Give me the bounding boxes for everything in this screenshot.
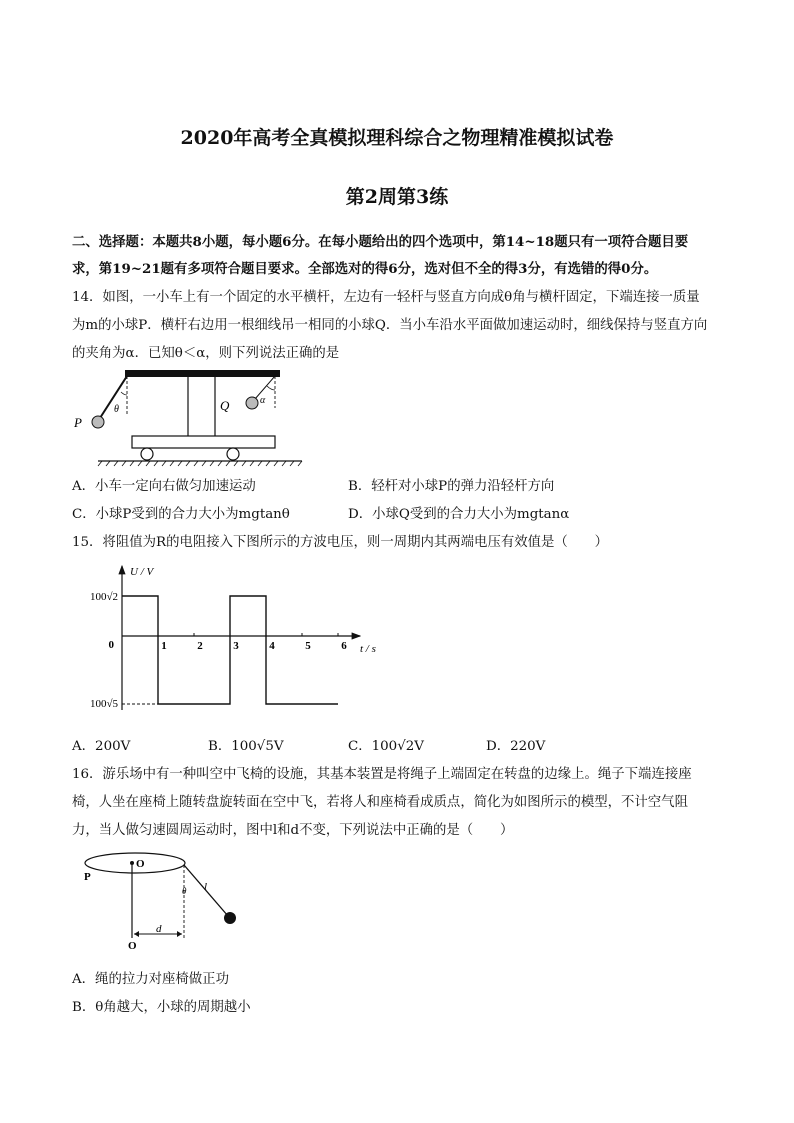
label-p: P (74, 415, 82, 430)
q14-stem-line3: 的夹角为α．已知θ＜α，则下列说法正确的是 (72, 346, 340, 361)
label-theta: θ (182, 886, 187, 896)
q15-option-d: D．220V (486, 739, 546, 754)
x-tick-label: 1 (161, 640, 167, 652)
q14-option-a: A．小车一定向右做匀加速运动 (72, 479, 256, 494)
label-theta: θ (114, 404, 119, 415)
cart-wheel (227, 448, 239, 460)
x-tick-label: 5 (305, 640, 311, 652)
label-q: Q (220, 398, 230, 413)
q15-option-c: C．100√2V (348, 739, 424, 754)
section-instructions-line2: 求，第19~21题有多项符合题目要求。全部选对的得6分，选对但不全的得3分，有选错的得0分。 (72, 261, 658, 277)
page-title: 2020年高考全真模拟理科综合之物理精准模拟试卷 (180, 127, 614, 149)
horizontal-bar (125, 370, 280, 377)
cart-wheel (141, 448, 153, 460)
x-tick-label: 6 (341, 640, 347, 652)
label-o-bottom: O (128, 940, 137, 950)
label-alpha: α (260, 395, 266, 406)
label-o-top: O (136, 858, 145, 870)
y-axis-label: U / V (130, 566, 154, 578)
label-l: l (204, 881, 208, 893)
q15-square-wave-chart (70, 560, 390, 720)
q15-stem: 15．将阻值为R的电阻接入下图所示的方波电压，则一周期内其两端电压有效值是（ ） (72, 535, 608, 550)
label-p: P (84, 871, 91, 883)
ball-q (246, 397, 258, 409)
q14-option-d: D．小球Q受到的合力大小为mgtanα (348, 507, 570, 522)
q16-stem-line1: 16．游乐场中有一种叫空中飞椅的设施，其基本装置是将绳子上端固定在转盘的边缘上。绳子下端连接座 (72, 767, 692, 782)
x-tick-label: 2 (197, 640, 203, 652)
cart-body (132, 436, 275, 448)
label-d: d (156, 923, 162, 935)
x-tick-label: 4 (269, 640, 275, 652)
x-tick-label: 3 (233, 640, 239, 652)
turntable-ellipse (85, 853, 185, 873)
x-axis-label: t / s (360, 643, 376, 655)
q15-option-b: B．100√5V (208, 739, 284, 754)
section-instructions-line1: 二、选择题：本题共8小题，每小题6分。在每小题给出的四个选项中，第14~18题只有一项符合题目要 (72, 234, 689, 250)
q16-option-b: B．θ角越大，小球的周期越小 (72, 1000, 251, 1015)
q16-stem-line2: 椅，人坐在座椅上随转盘旋转面在空中飞，若将人和座椅看成质点，简化为如图所示的模型，不计空气阻 (72, 795, 688, 810)
q15-option-a: A．200V (72, 739, 131, 754)
page-subtitle: 第2周第3练 (345, 186, 449, 208)
q14-option-c: C．小球P受到的合力大小为mgtanθ (72, 507, 290, 522)
q14-stem-line2: 为m的小球P．横杆右边用一根细线吊一相同的小球Q．当小车沿水平面做加速运动时，细线保持与竖直方向 (72, 318, 708, 333)
y-high-label: 100√2 (89, 591, 118, 603)
q16-swing-ride-figure (78, 846, 258, 950)
q14-cart-figure (70, 366, 310, 468)
ball-p (92, 416, 104, 428)
q16-option-a: A．绳的拉力对座椅做正功 (72, 972, 229, 987)
q14-stem-line1: 14．如图，一小车上有一个固定的水平横杆，左边有一轻杆与竖直方向成θ角与横杆固定，下端连接一质量 (72, 290, 700, 305)
q14-option-b: B．轻杆对小球P的弹力沿轻杆方向 (348, 479, 555, 494)
y-low-label: 100√5 (89, 698, 118, 710)
seat-ball (224, 912, 236, 924)
origin-label: 0 (108, 639, 114, 651)
q16-stem-line3: 力，当人做匀速圆周运动时，图中l和d不变，下列说法中正确的是（ ） (72, 823, 514, 838)
